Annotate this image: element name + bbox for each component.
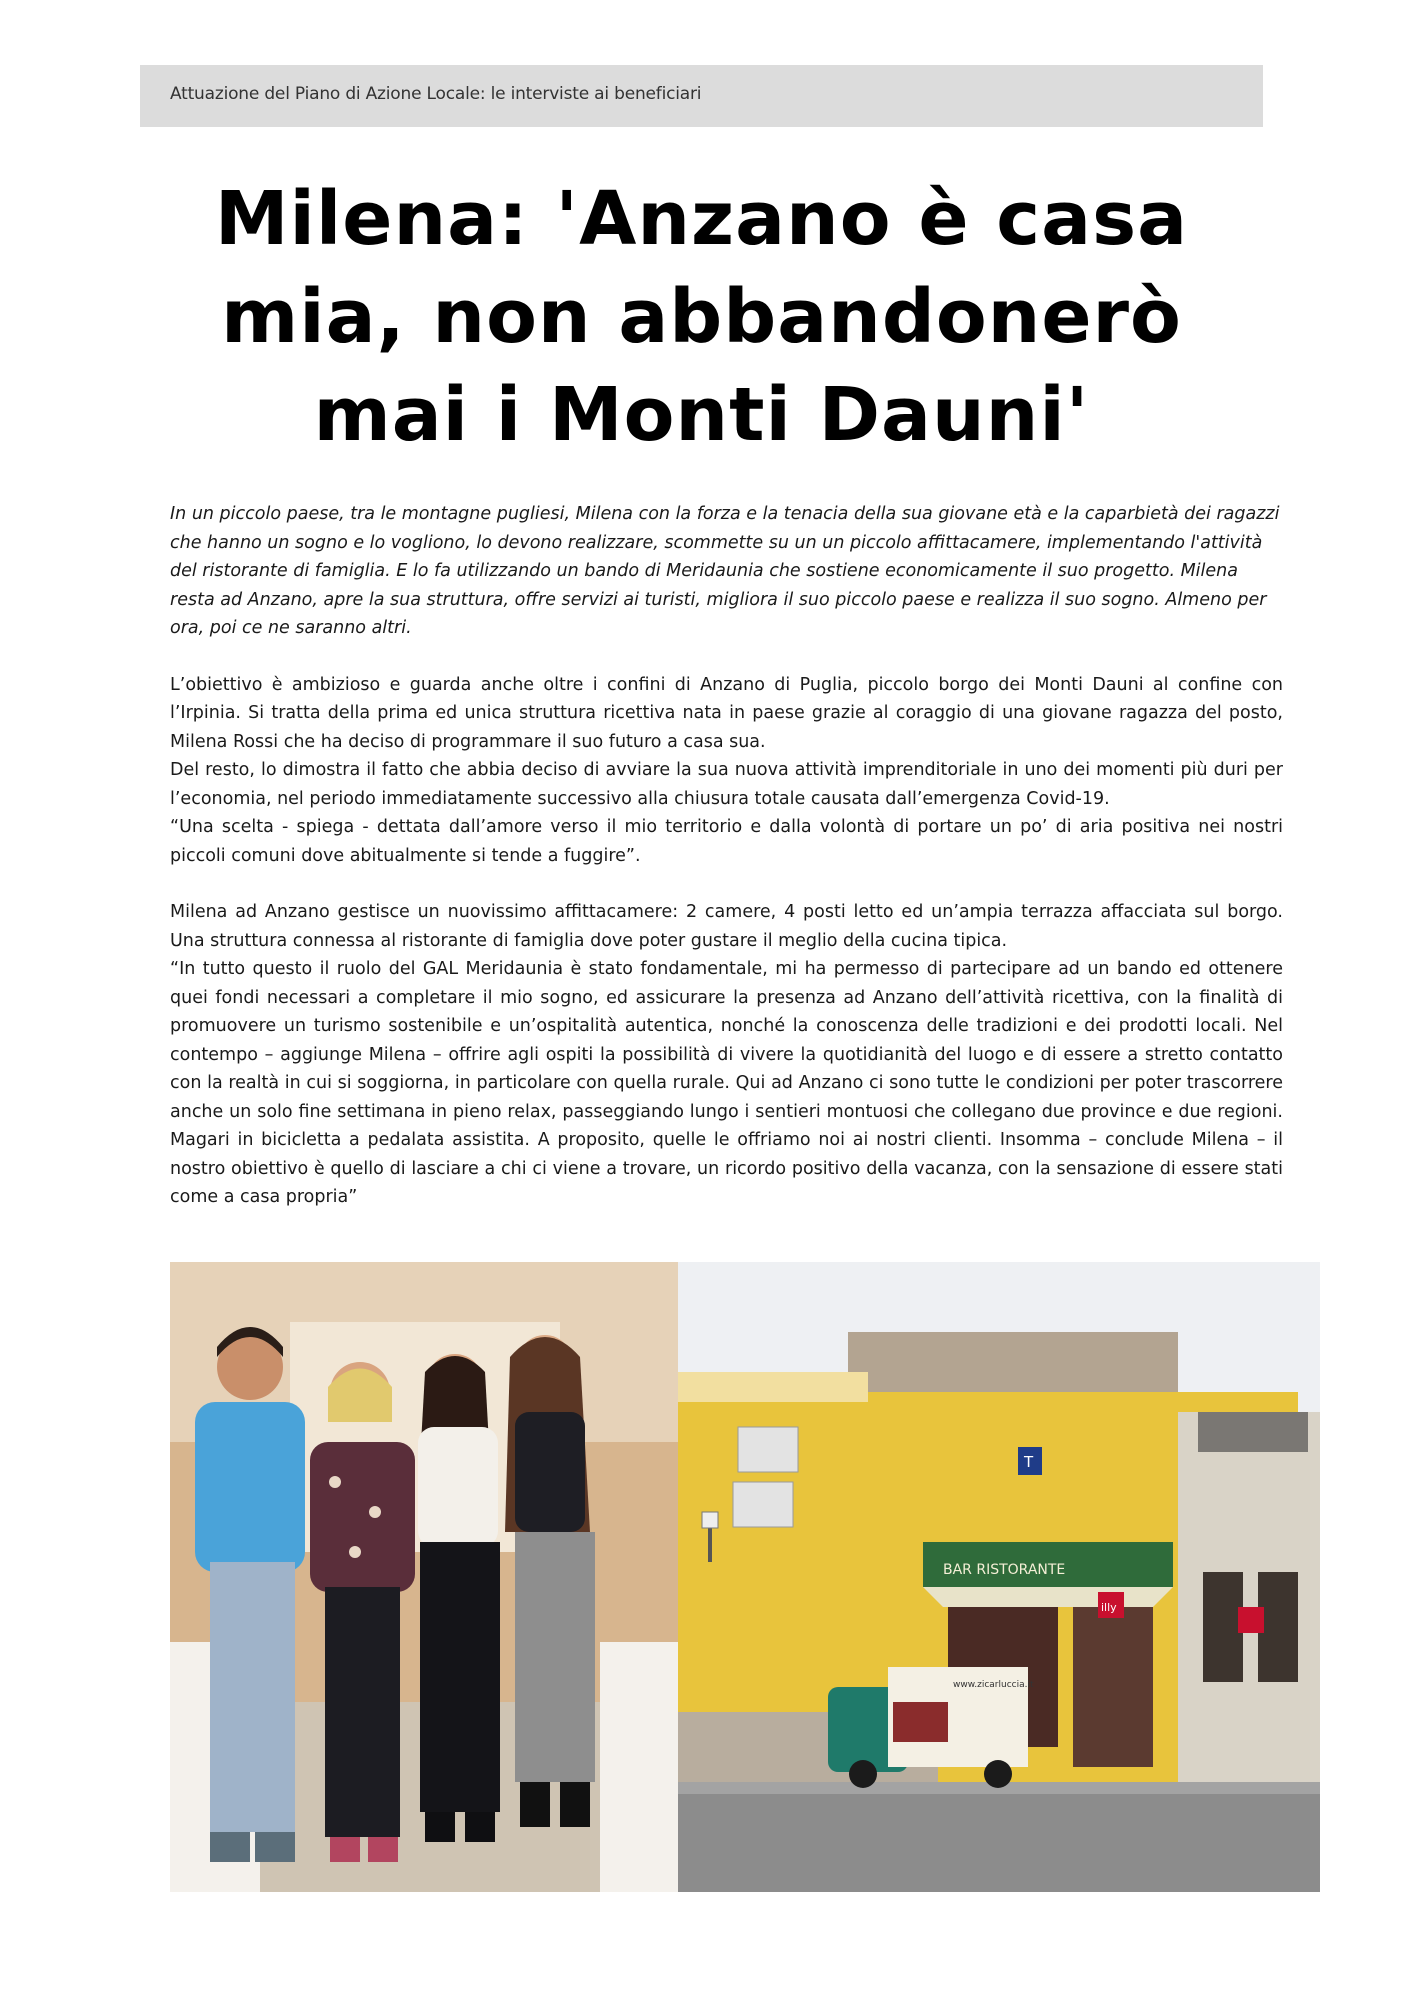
illy-sign: illy [1101,1601,1117,1614]
running-header [140,65,1263,127]
family-photo [170,1262,678,1892]
photo-strip [170,1262,1320,1892]
article-paragraph: Milena ad Anzano gestisce un nuovissimo affittacamere: 2 camere, 4 posti letto ed un’ampia terrazza affacciata sul borgo. Una struttura connessa al ristorante di famiglia dove poter gustare il meglio della cucina tipica. [170,902,1283,951]
article-paragraph: “Una scelta - spiega - dettata dall’amore verso il mio territorio e dalla volontà di portare un po’ di aria positiva nei nostri piccoli comuni dove abitualmente si tende a fuggire”. [170,817,1283,866]
article-body [170,500,1283,1212]
article-intro: In un piccolo paese, tra le montagne pugliesi, Milena con la forza e la tenacia della sua giovane età e la caparbietà dei ragazzi che hanno un sogno e lo vogliono, lo devono realizzare, scommette su un un piccolo affittacamere, implementando l'attività del ristorante di famiglia. E lo fa utilizzando un bando di Meridaunia che sostiene economicamente il suo progetto. Milena resta ad Anzano, apre la sua struttura, offre servizi ai turisti, migliora il suo piccolo paese e realizza il suo sogno. Almeno per ora, poi ce ne saranno altri. [170,504,1280,638]
van-text: www.zicarluccia.it [953,1680,1034,1690]
storefront-photo [678,1262,1320,1892]
article-paragraph: L’obiettivo è ambizioso e guarda anche oltre i confini di Anzano di Puglia, piccolo borgo dei Monti Dauni al confine con l’Irpinia. Si tratta della prima ed unica struttura ricettiva nata in paese grazie al coraggio di una giovane ragazza del posto, Milena Rossi che ha deciso di programmare il suo futuro a casa sua. [170,674,1283,752]
storefront-sign: BAR RISTORANTE [943,1562,1066,1578]
article-paragraph: Del resto, lo dimostra il fatto che abbia deciso di avviare la sua nuova attività imprenditoriale in uno dei momenti più duri per l’economia, nel periodo immediatamente successivo alla chiusura totale causata dall’emergenza Covid-19. [170,760,1283,809]
article-paragraph: “In tutto questo il ruolo del GAL Meridaunia è stato fondamentale, mi ha permesso di partecipare ad un bando ed ottenere quei fondi necessari a completare il mio sogno, ed assicurare la presenza ad Anzano dell’attività ricettiva, con la finalità di promuovere un turismo sostenibile e un’ospitalità autentica, nonché la conoscenza delle tradizioni e dei prodotti locali. Nel contempo – aggiunge Milena – offrire agli ospiti la possibilità di vivere la quotidianità del luogo e di essere a stretto contatto con la realtà in cui si soggiorna, in particolare con quella rurale. Qui ad Anzano ci sono tutte le condizioni per poter trascorrere anche un solo fine settimana in pieno relax, passeggiando lungo i sentieri montuosi che collegano due province e due regioni. Magari in bicicletta a pedalata assistita. A proposito, quelle le offriamo noi ai nostri clienti. Insomma – conclude Milena – il nostro obiettivo è quello di lasciare a chi ci viene a trovare, un ricordo positivo della vacanza, con la sensazione di essere stati come a casa propria” [170,959,1283,1207]
running-header-text: Attuazione del Piano di Azione Locale: le interviste ai beneficiari [170,84,702,104]
tabacchi-sign: T [1024,1453,1034,1471]
article-title: Milena: 'Anzano è casa mia, non abbandonerò mai i Monti Dauni' [214,176,1189,458]
